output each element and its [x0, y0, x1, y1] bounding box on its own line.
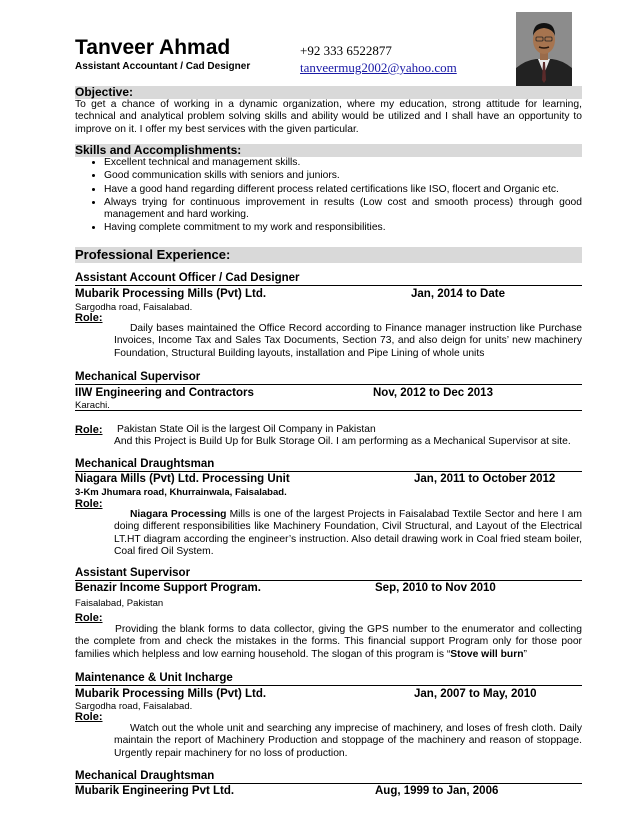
role-description-text: Mills is one of the largest Projects in Faisalabad Textile Sector and here I am doing different responsibilities like Machinery Foundation, Civil Structural, and Layout of the Electrical LT.HT diagram according the engineer’s instruction. Also detail drawing work in Coal fried steam boiler, Coal fired Oil System.	[114, 509, 582, 557]
role-description: Daily bases maintained the Office Record according to Finance manager instruction like Purchase Invoices, Income Tax and Sales Tax Documents, Section 73, and also deign for units’ new machinery Foundation, Structural Building layouts, installation and Pipe Lining of whole units	[114, 323, 582, 359]
objective-text: To get a chance of working in a dynamic organization, where my education, strong attitude for learning, technical and analytical problem solving skills and ability would be utilized and I shall have an opportunity to improve on it. I offer my best services with the given particular.	[75, 99, 582, 135]
company-name: Niagara Mills (Pvt) Ltd. Processing Unit	[75, 473, 290, 485]
closing-quote: ”	[523, 648, 527, 660]
role-description	[75, 624, 582, 661]
candidate-name: Tanveer Ahmad	[75, 36, 231, 59]
job-title: Mechanical Draughtsman	[75, 770, 582, 784]
objective-heading: Objective:	[75, 86, 582, 99]
list-item: • Have a good hand regarding different process related certifications like ISO, flocert and Organic etc.	[104, 184, 582, 196]
job-title: Assistant Account Officer / Cad Designer	[75, 272, 582, 286]
company-address: Sargodha road, Faisalabad.	[75, 302, 193, 313]
company-address: Faisalabad, Pakistan	[75, 598, 164, 609]
job-title: Assistant Supervisor	[75, 567, 582, 581]
list-item: • Having complete commitment to my work and responsibilities.	[104, 222, 582, 234]
job-date: Sep, 2010 to Nov 2010	[375, 582, 496, 594]
job-date: Jan, 2011 to October 2012	[414, 473, 556, 485]
company-name: Mubarik Processing Mills (Pvt) Ltd.	[75, 288, 267, 300]
project-name: Niagara Processing	[130, 509, 227, 520]
experience-heading: Professional Experience:	[75, 247, 582, 263]
email-link[interactable]: tanveermug2002@yahoo.com	[300, 60, 457, 75]
role-description-text: Providing the blank forms to data collector, giving the GPS number to the enumerator and collecting the complete from and check the mistakes in the forms. This financial support Program only for those poor families which helpless and low earning household. The slogan of this program is “	[75, 624, 582, 660]
job-title: Mechanical Draughtsman	[75, 458, 582, 472]
skills-heading: Skills and Accomplishments:	[75, 144, 582, 157]
company-name: Benazir Income Support Program.	[75, 582, 261, 594]
job-title: Maintenance & Unit Incharge	[75, 672, 582, 686]
role-description	[114, 509, 582, 558]
program-slogan: Stove will burn	[450, 648, 524, 660]
role-label: Role:	[75, 424, 103, 436]
job-date: Aug, 1999 to Jan, 2006	[375, 785, 499, 797]
job-date: Nov, 2012 to Dec 2013	[373, 387, 493, 399]
job-date: Jan, 2014 to Date	[411, 288, 505, 300]
role-description: And this Project is Build Up for Bulk Storage Oil. I am performing as a Mechanical Supervisor at site.	[114, 436, 571, 447]
company-name: Mubarik Engineering Pvt Ltd.	[75, 785, 235, 797]
role-description: Pakistan State Oil is the largest Oil Company in Pakistan	[117, 424, 376, 435]
skills-list	[75, 157, 582, 236]
company-name: Mubarik Processing Mills (Pvt) Ltd.	[75, 688, 267, 700]
list-item: • Always trying for continuous improvement in results (Low cost and smooth process) through good management and hard working.	[104, 197, 582, 222]
phone-number: +92 333 6522877	[300, 43, 392, 58]
job-title: Mechanical Supervisor	[75, 371, 582, 385]
company-address: Karachi.	[75, 400, 110, 411]
list-item: • Good communication skills with seniors and juniors.	[104, 170, 582, 182]
company-name: IIW Engineering and Contractors	[75, 387, 254, 399]
role-label: Role:	[75, 498, 103, 510]
company-address: Sargodha road, Faisalabad.	[75, 701, 193, 712]
profile-photo	[516, 12, 572, 86]
role-label: Role:	[75, 312, 103, 324]
job-date: Jan, 2007 to May, 2010	[414, 688, 537, 700]
role-description: Watch out the whole unit and searching any imprecise of machinery, and loses of fresh cloth. Daily maintain the report of Machinery Production and stoppage of the machinery and reason of stoppage. Urgently repair machinery for no loss of production.	[114, 723, 582, 759]
role-label: Role:	[75, 711, 103, 723]
company-address: 3-Km Jhumara road, Khurrainwala, Faisalabad.	[75, 487, 287, 498]
role-label: Role:	[75, 612, 103, 624]
candidate-title: Assistant Accountant / Cad Designer	[75, 61, 251, 72]
list-item: • Excellent technical and management skills.	[104, 157, 582, 169]
divider	[75, 410, 582, 411]
